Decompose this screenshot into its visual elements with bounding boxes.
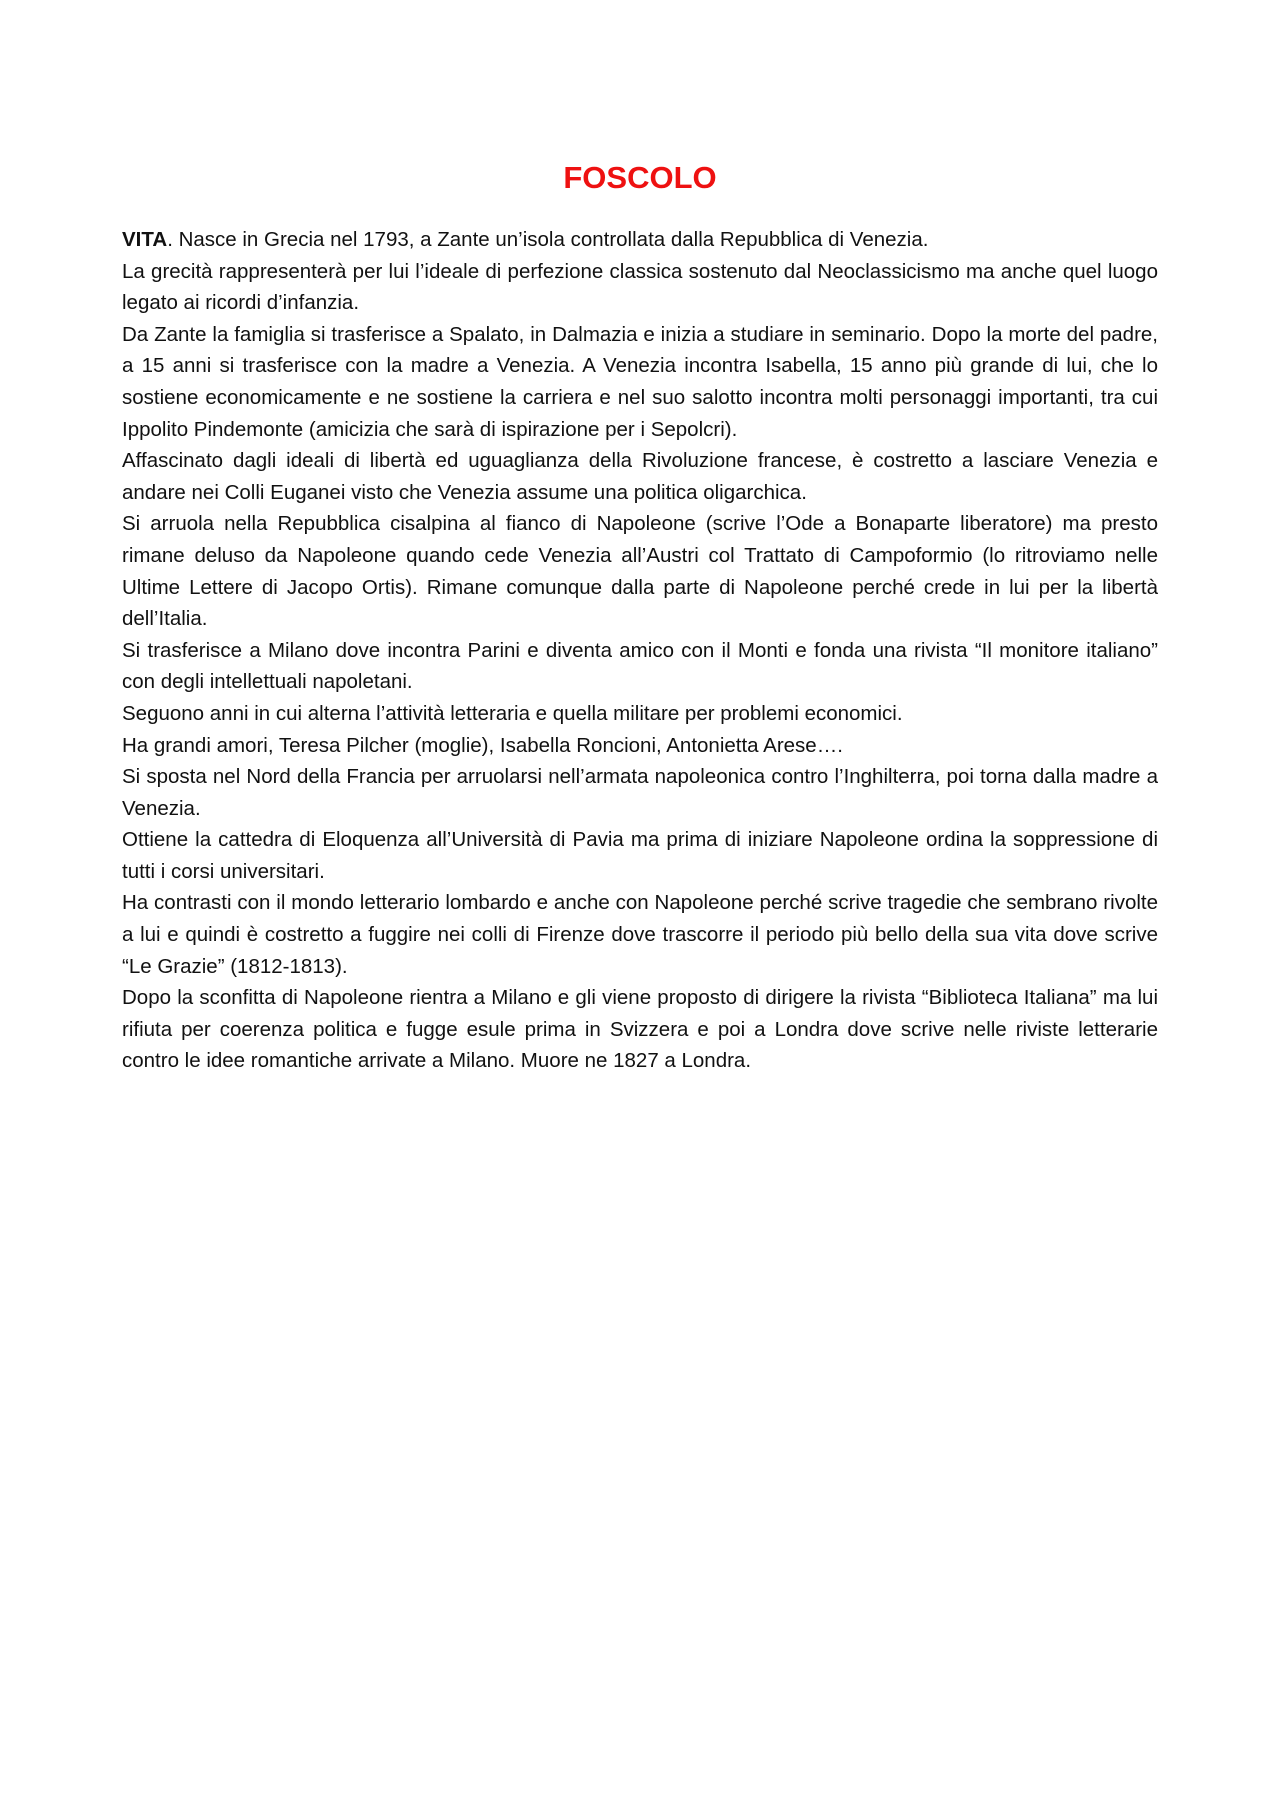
paragraph: Affascinato dagli ideali di libertà ed uguaglianza della Rivoluzione francese, è costretto a lasciare Venezia e andare nei Colli Euganei visto che Venezia assume una politica oligarchica.	[122, 449, 1158, 504]
paragraph: Ha grandi amori, Teresa Pilcher (moglie), Isabella Roncioni, Antonietta Arese….	[122, 733, 843, 757]
paragraph: Da Zante la famiglia si trasferisce a Spalato, in Dalmazia e inizia a studiare in seminario. Dopo la morte del padre, a 15 anni si trasferisce con la madre a Venezia. A Venezia incontra Isabella, 15 anno più grande di lui, che lo sostiene economicamente e ne sostiene la carriera e nel suo salotto incontra molti personaggi importanti, tra cui Ippolito Pindemonte (amicizia che sarà di ispirazione per i Sepolcri).	[122, 322, 1158, 441]
paragraph: Seguono anni in cui alterna l’attività letteraria e quella militare per problemi economici.	[122, 701, 903, 725]
paragraph: Si sposta nel Nord della Francia per arruolarsi nell’armata napoleonica contro l’Inghilterra, poi torna dalla madre a Venezia.	[122, 765, 1158, 820]
paragraph: La grecità rappresenterà per lui l’ideale di perfezione classica sostenuto dal Neoclassicismo ma anche quel luogo legato ai ricordi d’infanzia.	[122, 259, 1158, 315]
section-label-vita: VITA	[122, 228, 168, 251]
document-body	[122, 224, 1158, 1077]
paragraph-vita-text: . Nasce in Grecia nel 1793, a Zante un’isola controllata dalla Repubblica di Venezia.	[167, 228, 929, 251]
paragraph: Dopo la sconfitta di Napoleone rientra a Milano e gli viene proposto di dirigere la rivista “Biblioteca Italiana” ma lui rifiuta per coerenza politica e fugge esule prima in Svizzera e poi a Londra dove scrive nelle riviste letterarie contro le idee romantiche arrivate a Milano. Muore ne 1827 a Londra.	[122, 986, 1158, 1073]
paragraph-vita	[122, 224, 1158, 256]
paragraph: Si arruola nella Repubblica cisalpina al fianco di Napoleone (scrive l’Ode a Bonaparte liberatore) ma presto rimane deluso da Napoleone quando cede Venezia all’Austri col Trattato di Campoformio (lo ritroviamo nelle Ultime Lettere di Jacopo Ortis). Rimane comunque dalla parte di Napoleone perché crede in lui per la libertà dell’Italia.	[122, 512, 1158, 631]
paragraph: Ottiene la cattedra di Eloquenza all’Università di Pavia ma prima di iniziare Napoleone ordina la soppressione di tutti i corsi universitari.	[122, 828, 1158, 883]
document-title: FOSCOLO	[563, 160, 717, 195]
paragraph: Si trasferisce a Milano dove incontra Parini e diventa amico con il Monti e fonda una rivista “Il monitore italiano” con degli intellettuali napoletani.	[122, 638, 1158, 694]
paragraph: Ha contrasti con il mondo letterario lombardo e anche con Napoleone perché scrive tragedie che sembrano rivolte a lui e quindi è costretto a fuggire nei colli di Firenze dove trascorre il periodo più bello della sua vita dove scrive “Le Grazie” (1812-1813).	[122, 891, 1158, 978]
